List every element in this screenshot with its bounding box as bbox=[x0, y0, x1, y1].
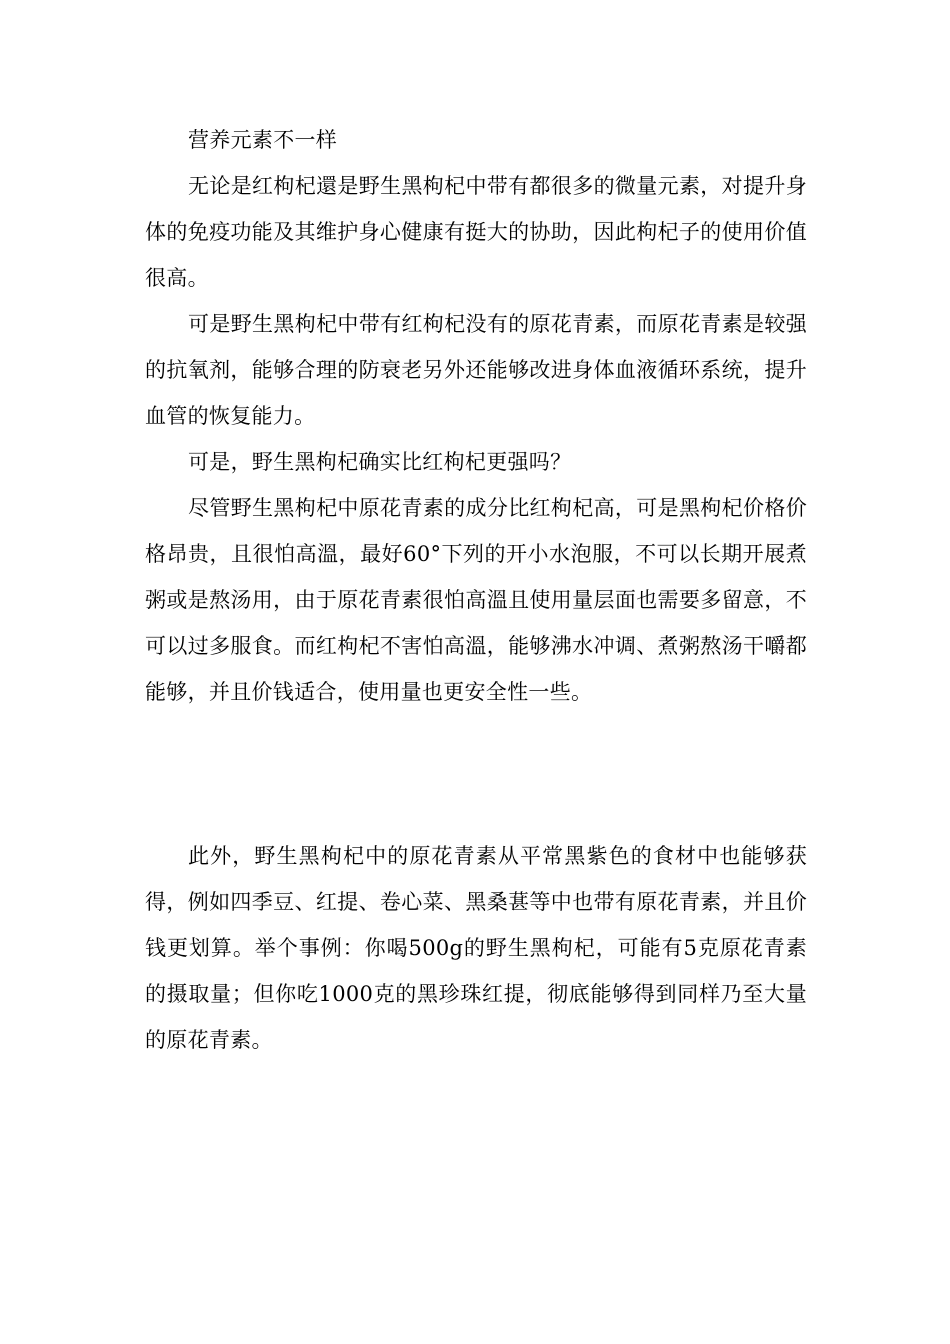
paragraph: 此外，野生黑枸杞中的原花青素从平常黑紫色的食材中也能够获得，例如四季豆、红提、卷心菜、黑桑葚等中也带有原花青素，并且价钱更划算。举个事例：你喝500g的野生黑枸杞，可能有5克原花青素的摄取量；但你吃1000克的黑珍珠红提，彻底能够得到同样乃至大量的原花青素。 bbox=[145, 844, 807, 1052]
paragraph: 可是野生黑枸杞中带有红枸杞没有的原花青素，而原花青素是较强的抗氧剂，能够合理的防衰老另外还能够改进身体血液循环系统，提升血管的恢复能力。 bbox=[145, 312, 807, 428]
text-section-2 bbox=[145, 833, 807, 1063]
paragraph: 可是，野生黑枸杞确实比红枸杞更强吗？ bbox=[188, 450, 572, 474]
paragraph: 尽管野生黑枸杞中原花青素的成分比红枸杞高，可是黑枸杞价格价格昂贵，且很怕高溫，最好60°下列的开小水泡服，不可以长期开展煮粥或是熬汤用，由于原花青素很怕高溫且使用量层面也需要多留意，不可以过多服食。而红枸杞不害怕高溫，能够沸水冲调、煮粥熬汤干嚼都能够，并且价钱适合，使用量也更安全性一些。 bbox=[145, 496, 807, 704]
text-section-1 bbox=[145, 117, 807, 715]
paragraph-heading: 营养元素不一样 bbox=[188, 128, 338, 152]
paragraph: 无论是红枸杞還是野生黑枸杞中带有都很多的微量元素，对提升身体的免疫功能及其维护身心健康有挺大的协助，因此枸杞子的使用价值很高。 bbox=[145, 174, 807, 290]
